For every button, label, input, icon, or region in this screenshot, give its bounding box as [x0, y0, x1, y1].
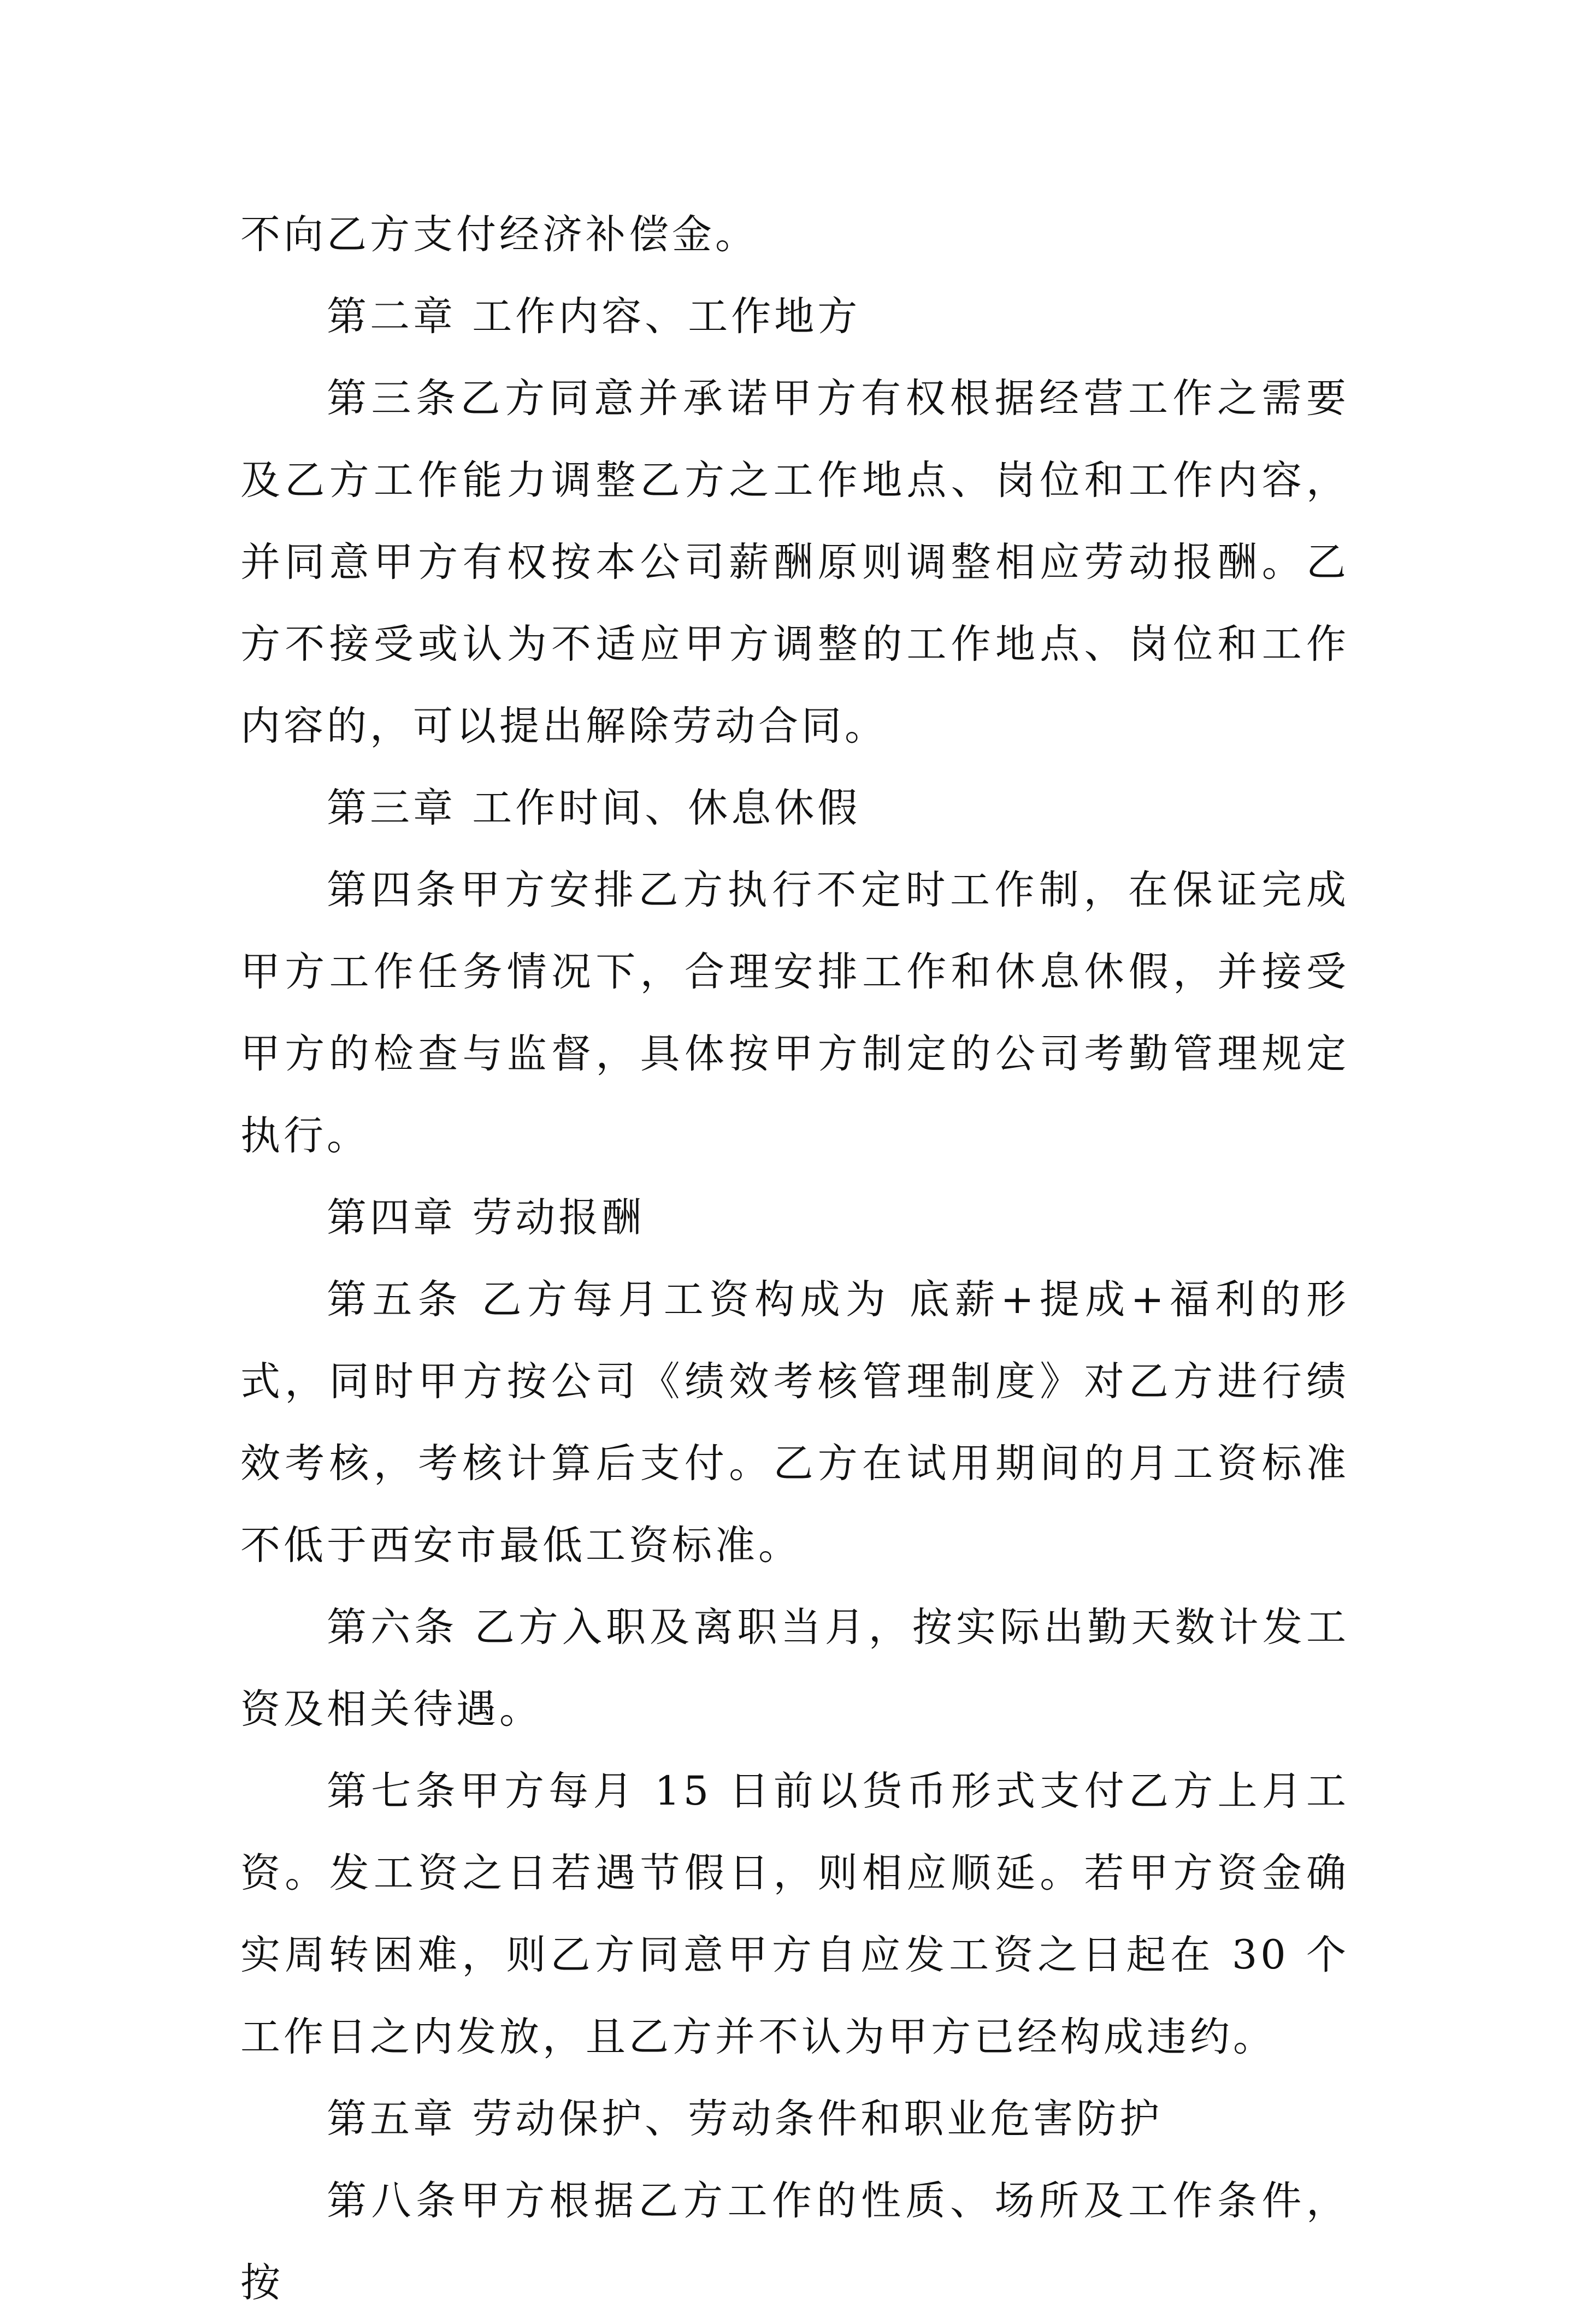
article-6-paragraph: 第六条 乙方入职及离职当月，按实际出勤天数计发工资及相关待遇。: [240, 1604, 1349, 1732]
chapter-2-heading: 第二章 工作内容、工作地方: [327, 293, 861, 340]
document-body: [240, 194, 1349, 2324]
article-5-paragraph: 第五条 乙方每月工资构成为 底薪+提成+福利的形式，同时甲方按公司《绩效考核管理制度》对乙方进行绩效考核，考核计算后支付。乙方在试用期间的月工资标准不低于西安市最低工资标准。: [240, 1276, 1349, 1569]
chapter-3-heading: 第三章 工作时间、休息休假: [327, 785, 861, 831]
paragraph-continuation: 不向乙方支付经济补偿金。: [240, 211, 758, 258]
chapter-4-heading: 第四章 劳动报酬: [327, 1194, 645, 1241]
article-4-paragraph: 第四条甲方安排乙方执行不定时工作制，在保证完成甲方工作任务情况下，合理安排工作和休息休假，并接受甲方的检查与监督，具体按甲方制定的公司考勤管理规定执行。: [240, 867, 1349, 1159]
article-7-paragraph: 第七条甲方每月 15 日前以货币形式支付乙方上月工资。发工资之日若遇节假日，则相应顺延。若甲方资金确实周转困难，则乙方同意甲方自应发工资之日起在 30 个工作日之内发放，且乙方并不认为甲方已经构成违约。: [240, 1768, 1349, 2060]
article-3-paragraph: 第三条乙方同意并承诺甲方有权根据经营工作之需要及乙方工作能力调整乙方之工作地点、岗位和工作内容，并同意甲方有权按本公司薪酬原则调整相应劳动报酬。乙方不接受或认为不适应甲方调整的工作地点、岗位和工作内容的，可以提出解除劳动合同。: [240, 375, 1349, 749]
article-8-paragraph: 第八条甲方根据乙方工作的性质、场所及工作条件，按: [240, 2178, 1349, 2306]
chapter-5-heading: 第五章 劳动保护、劳动条件和职业危害防护: [327, 2096, 1163, 2142]
